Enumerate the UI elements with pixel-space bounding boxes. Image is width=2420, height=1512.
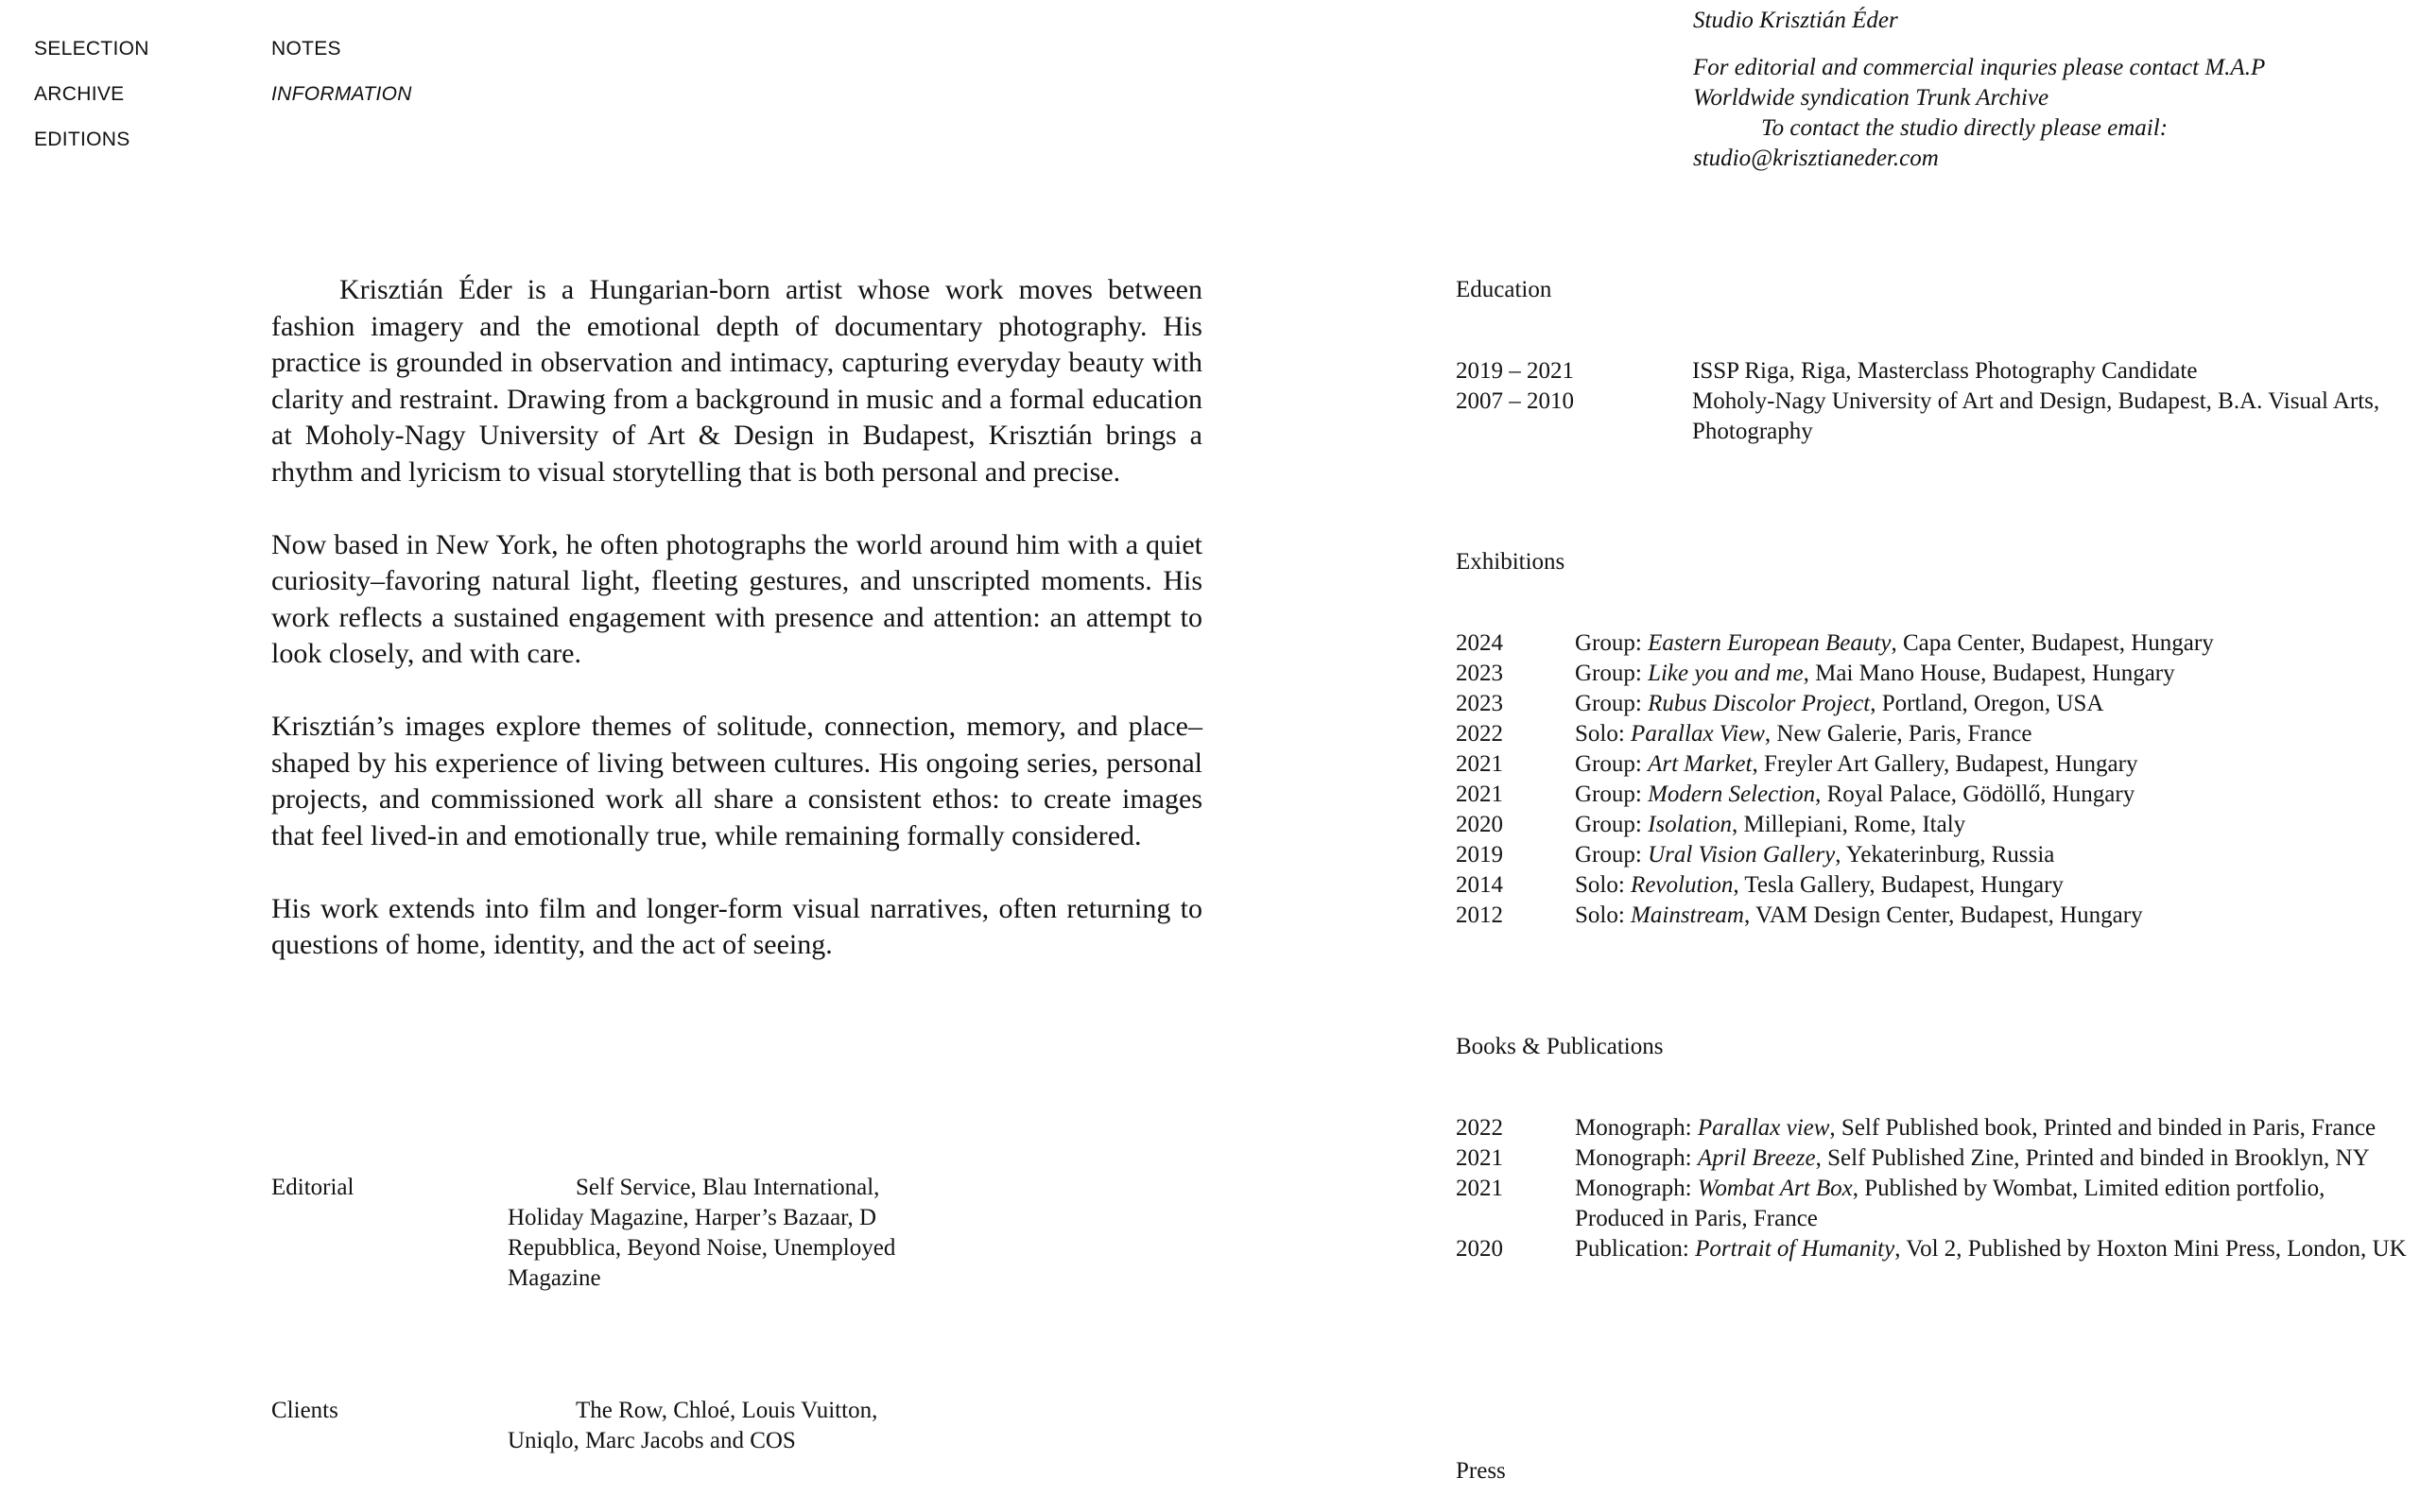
exhibition-row-details: , New Galerie, Paris, France [1764, 721, 2032, 747]
exhibition-row-type: Group: [1575, 812, 1649, 837]
exhibition-row-desc [1575, 810, 2397, 840]
exhibition-row-desc [1575, 749, 2397, 780]
exhibition-row-type: Group: [1575, 691, 1649, 716]
publication-row-details: , Published by Wombat, Limited edition portfolio, Produced in Paris, France [1575, 1176, 2325, 1231]
exhibition-row-desc [1575, 901, 2397, 931]
exhibition-row-title: Like you and me [1648, 661, 1804, 686]
publication-row [1456, 1234, 2407, 1264]
exhibition-row-desc [1575, 628, 2397, 659]
exhibitions-heading: Exhibitions [1456, 549, 1565, 575]
bio-paragraph: Now based in New York, he often photographs the world around him with a quiet curiosity–favoring natural light, fleeting gestures, and unscripted moments. His work reflects a sustained engagement with presence and attention: an attempt to look closely, and with care. [271, 528, 1202, 669]
publication-row-type: Monograph: [1575, 1145, 1698, 1171]
exhibition-row-year: 2014 [1456, 872, 1503, 898]
exhibition-row-title: Isolation [1648, 812, 1732, 837]
exhibition-row-year: 2024 [1456, 630, 1503, 656]
exhibition-row-title: Mainstream [1631, 902, 1744, 928]
publication-row-year: 2022 [1456, 1115, 1503, 1141]
exhibition-row-type: Group: [1575, 661, 1649, 686]
publication-row-year: 2021 [1456, 1145, 1503, 1171]
education-desc: ISSP Riga, Riga, Masterclass Photography Candidate [1692, 358, 2198, 384]
education-years: 2019 – 2021 [1456, 358, 1574, 384]
exhibition-row-type: Solo: [1575, 902, 1632, 928]
publication-row-title: Parallax view [1697, 1115, 1830, 1141]
exhibition-row-details: , VAM Design Center, Budapest, Hungary [1743, 902, 2143, 928]
publication-row-details: , Self Published book, Printed and binded in Paris, France [1829, 1115, 2377, 1141]
exhibition-row [1456, 810, 2397, 840]
exhibition-row [1456, 749, 2397, 780]
exhibition-row-type: Group: [1575, 842, 1649, 868]
clients-label: Clients [271, 1398, 338, 1423]
publication-row-title: April Breeze [1697, 1145, 1816, 1171]
exhibition-row-desc [1575, 870, 2397, 901]
nav-selection[interactable]: SELECTION [34, 38, 149, 60]
publication-row-type: Monograph: [1575, 1176, 1698, 1201]
exhibition-row-details: , Tesla Gallery, Budapest, Hungary [1733, 872, 2064, 898]
education-row [1456, 356, 2392, 387]
editorial-label: Editorial [271, 1175, 354, 1200]
publication-row-details: , Self Published Zine, Printed and binded in Brooklyn, NY [1815, 1145, 2370, 1171]
exhibition-row-year: 2019 [1456, 842, 1503, 868]
publication-row-desc [1575, 1234, 2407, 1264]
exhibition-row-details: , Capa Center, Budapest, Hungary [1891, 630, 2214, 656]
publication-row-title: Wombat Art Box [1697, 1176, 1853, 1201]
nav-archive[interactable]: ARCHIVE [34, 83, 125, 105]
publication-row-details: , Vol 2, Published by Hoxton Mini Press, London, UK [1894, 1236, 2407, 1262]
publication-row-type: Monograph: [1575, 1115, 1698, 1141]
exhibition-row-title: Ural Vision Gallery [1648, 842, 1836, 868]
publication-row [1456, 1143, 2407, 1174]
education-row [1456, 387, 2392, 447]
publication-row [1456, 1174, 2407, 1234]
studio-contact-line: To contact the studio directly please email: [1761, 115, 2169, 141]
publication-row-desc [1575, 1174, 2407, 1234]
exhibition-row-details: , Millepiani, Rome, Italy [1731, 812, 1966, 837]
exhibition-row-title: Eastern European Beauty [1648, 630, 1892, 656]
press-heading: Press [1456, 1458, 1506, 1484]
bio-paragraph: Krisztián Éder is a Hungarian-born artist whose work moves between fashion imagery and the emotional depth of documentary photography. His practice is grounded in observation and intimacy, capturing everyday beauty with clarity and restraint. Drawing from a background in music and a formal education at Moholy-Nagy University of Art & Design in Budapest, Krisztián brings a rhythm and lyricism to visual storytelling that is both personal and precise. [271, 274, 1202, 488]
exhibition-row-type: Group: [1575, 782, 1649, 807]
exhibition-row-type: Solo: [1575, 721, 1632, 747]
exhibition-row [1456, 840, 2397, 870]
editorial-value: Self Service, Blau International, Holiday Magazine, Harper’s Bazaar, D Repubblica, Beyond Noise, Unemployed Magazine [508, 1175, 896, 1291]
nav-information[interactable]: INFORMATION [271, 83, 412, 105]
exhibition-row-details: , Yekaterinburg, Russia [1835, 842, 2055, 868]
exhibition-row [1456, 659, 2397, 689]
exhibition-row-desc [1575, 780, 2397, 810]
nav-notes[interactable]: NOTES [271, 38, 341, 60]
exhibition-row-year: 2023 [1456, 661, 1503, 686]
exhibition-row [1456, 689, 2397, 719]
exhibition-row-details: , Royal Palace, Gödöllő, Hungary [1815, 782, 2135, 807]
exhibition-row-year: 2021 [1456, 782, 1503, 807]
publication-row-title: Portrait of Humanity [1695, 1236, 1895, 1262]
publication-row-desc [1575, 1143, 2407, 1174]
exhibitions-list [1456, 628, 2397, 931]
education-heading: Education [1456, 277, 1552, 302]
exhibition-row-type: Group: [1575, 630, 1649, 656]
exhibition-row-title: Revolution [1631, 872, 1734, 898]
publication-row-type: Publication: [1575, 1236, 1696, 1262]
bio-paragraph: Krisztián’s images explore themes of solitude, connection, memory, and place–shaped by his experience of living between cultures. His ongoing series, personal projects, and commissioned work all share a consistent ethos: to create images that feel lived-in and emotionally true, while remaining formally considered. [271, 711, 1202, 851]
exhibition-row-type: Group: [1575, 751, 1649, 777]
education-years: 2007 – 2010 [1456, 388, 1574, 414]
bio-paragraph: His work extends into film and longer-form visual narratives, often returning to questions of home, identity, and the act of seeing. [271, 892, 1202, 960]
studio-syndication-line: Worldwide syndication Trunk Archive [1693, 85, 2049, 111]
education-list [1456, 356, 2392, 447]
exhibition-row-desc [1575, 689, 2397, 719]
exhibition-row-desc [1575, 840, 2397, 870]
publication-row-year: 2021 [1456, 1176, 1503, 1201]
exhibition-row [1456, 719, 2397, 749]
publication-row [1456, 1113, 2407, 1143]
exhibition-row-title: Rubus Discolor Project [1648, 691, 1871, 716]
exhibition-row-year: 2020 [1456, 812, 1503, 837]
exhibition-row-details: , Portland, Oregon, USA [1870, 691, 2104, 716]
exhibition-row [1456, 870, 2397, 901]
exhibition-row-year: 2021 [1456, 751, 1503, 777]
studio-contact [1693, 6, 2355, 174]
exhibition-row-year: 2023 [1456, 691, 1503, 716]
exhibition-row-details: , Mai Mano House, Budapest, Hungary [1803, 661, 2175, 686]
publication-row-desc [1575, 1113, 2407, 1143]
exhibition-row [1456, 780, 2397, 810]
exhibition-row [1456, 628, 2397, 659]
exhibition-row-title: Parallax View [1631, 721, 1765, 747]
exhibition-row-year: 2022 [1456, 721, 1503, 747]
studio-title: Studio Krisztián Éder [1693, 8, 1898, 33]
nav-editions[interactable]: EDITIONS [34, 129, 130, 150]
publication-row-year: 2020 [1456, 1236, 1503, 1262]
bio [271, 272, 1202, 1000]
education-desc: Moholy-Nagy University of Art and Design, Budapest, B.A. Visual Arts, Photography [1692, 388, 2380, 444]
clients-value: The Row, Chloé, Louis Vuitton, Uniqlo, Marc Jacobs and COS [508, 1398, 878, 1453]
exhibition-row-title: Modern Selection [1648, 782, 1816, 807]
exhibition-row-title: Art Market [1648, 751, 1753, 777]
exhibition-row-desc [1575, 659, 2397, 689]
exhibition-row-desc [1575, 719, 2397, 749]
exhibition-row-type: Solo: [1575, 872, 1632, 898]
studio-agency-line: For editorial and commercial inquries please contact M.A.P [1693, 55, 2266, 80]
books-heading: Books & Publications [1456, 1034, 1664, 1059]
books-list [1456, 1113, 2407, 1264]
exhibition-row-details: , Freyler Art Gallery, Budapest, Hungary [1752, 751, 2138, 777]
exhibition-row-year: 2012 [1456, 902, 1503, 928]
exhibition-row [1456, 901, 2397, 931]
studio-email-link[interactable]: studio@krisztianeder.com [1693, 146, 1939, 171]
